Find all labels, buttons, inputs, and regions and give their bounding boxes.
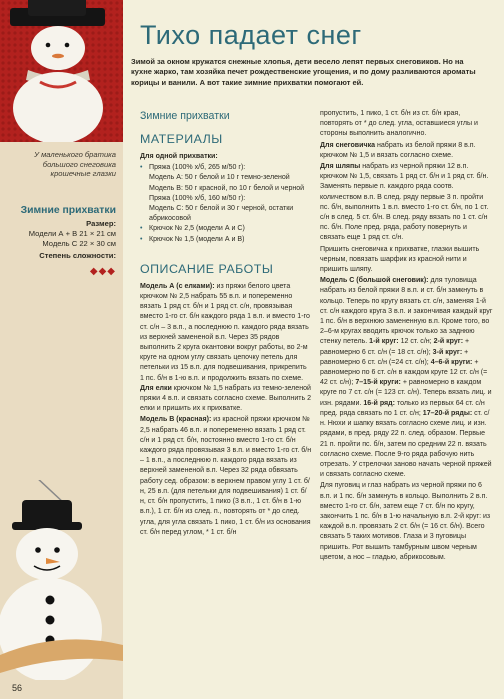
intro-paragraph: Зимой за окном кружатся снежные хлопья, дети весело лепят первых снеговиков. Но на кухне жарко, там хозяйка печет рождественские угощения, и по дому разливаются ароматы корицы и ванили. А вот такие зимние прихватки помогают ей. (131, 57, 476, 87)
hat-paragraph: Для шляпы набрать из черной пряжи 12 в.п. крючком № 1,5, связать 1 ряд ст. б/н и 1 ряд ст. б/н. Заменять первые п. каждого ряда соотв. количеством в.п. В след. ряду первые 3 п. пройти пс. б/н, выполнить 1 в.п. вместо 1-го ст. б/н, по 1 ст. с/н в след. 5 ст. б/н. В след. ряду вязать по 1 ст. с/н пс. б/н. Поле пред. ряда, работу повернуть и связать еще 1 ряд ст. с/н. (320, 163, 489, 242)
list-item: Модель В: 50 г красной, по 10 г белой и черной (149, 184, 305, 192)
page-title: Тихо падает снег (140, 20, 362, 50)
materials-heading: МАТЕРИАЛЫ (140, 132, 223, 146)
size-model-a-b: Модели А + В 21 × 21 см (28, 229, 116, 238)
list-item: Пряжа (100% х/б, 160 м/50 г): (149, 194, 246, 202)
snowman-potholder-photo (0, 0, 123, 142)
list-item: Модель С: 50 г белой и 30 г черной, остатки абрикосовой (149, 205, 294, 223)
buttons-paragraph: Для пуговиц и глаз набрать из черной пряжи по 6 в.п. и 1 пс. б/н замкнуть в кольцо. Выполнить 2 в.п. вместо 1-го ст. б/н, затем еще 7 ст. б/н по кругу, закончить 1 пс. б/н в 1-ю начальную в.п. 2-й круг: из каждой в.п. провязать 2 ст. б/н (= 16 ст. б/н). Всего связать 5 таких мотивов. Глаза и 3 пуговицы пришить. Рот вышить тамбурным швом черным цветом, а нос – гладью, абрикосовым. (320, 482, 491, 561)
attach-paragraph: Пришить снеговичка к прихватке, глазки вышить черным, повязать шарфик из красной нити и пришить шляпу. (320, 245, 480, 274)
materials-list (140, 163, 312, 245)
section-title: Зимние прихватки (140, 110, 230, 122)
page-number: 56 (12, 683, 23, 693)
right-column (320, 109, 493, 564)
model-b-continuation: пропустить, 1 пико, 1 ст. б/н из ст. б/н края, повторять от * до след. угла, оставшиеся углы и стороны выполнить аналогично. (320, 110, 478, 138)
large-snowman-photo (0, 480, 123, 680)
model-c-paragraph: Модель С (большой снеговик): для туловища набрать из белой пряжи 8 в.п. и ст. б/н замкнуть в кольцо. Теперь по кругу вязать ст. с/н, заменяя 1-й ст. с/н каждого круга 3 в.п. и закончивая каждый круг 1 пс. б/н в верхнюю замененную в.п. Кроме того, во 2–6-м кругах вводить крючок только за заднюю стенку петель. 1-й круг: 12 ст. с/н; 2-й круг: + равномерно 6 ст. с/н (= 18 ст. с/н); 3-й круг: + равномерно 6 ст. с/н (=24 ст. с/н); 4–6-й круги: + равномерно по 6 ст. с/н в каждом круге 12 ст. с/н (= 42 ст. с/н); 7–15-й круги: + равномерно в каждом круге по 7 ст. с/н (= 123 ст. с/н). Теперь вязать лиц. и изн. рядами. 16-й ряд: только из первых 64 ст. с/н пред. ряда связать по 1 ст. с/н; 17–20-й ряды: ст. с/н. Нюхи и шапку вязать согласно схеме лиц. и изн. рядами, в пред. ряду 22 п. след. образом. Первые 21 п. пройти пс. б/н, затем по средним 22 п. вязать согласно схеме. После 9-го ряда рабочую нить отрезать. У стрелочки заново начать черной пряжей и связать согласно схеме. (320, 277, 493, 479)
snowman-paragraph: Для снеговичка набрать из белой пряжи 8 в.п. крючком № 1,5 и вязать согласно схеме. (320, 141, 476, 159)
photo-caption: У маленького братика большого снеговика крошечные глазки (34, 150, 116, 178)
list-item: • Пряжа (100% х/б, 265 м/50 г): (140, 163, 312, 173)
difficulty-label: Степень сложности: (39, 251, 116, 260)
difficulty-diamonds-icon: ◆◆◆ (89, 266, 116, 277)
materials-intro: Для одной прихватки: (140, 153, 218, 160)
list-item: Модель А: 50 г белой и 10 г темно-зеленой (149, 174, 290, 182)
sidebar (0, 0, 123, 699)
model-b-paragraph: Модель В (красная): из красной пряжи крючком № 2,5 набрать 46 в.п. и попеременно вязать 1 ряд ст. с/н и 1 ряд ст. б/н, постоянно вместо 1-го ст. б/н каждого ряда провязывая 3 в.п. и вместо 1-го ст. б/н – 1 в.п., а последнюю п. каждого ряда вязать из верхней замененой в.п. Через 32 ряда обвязать работу сед. образом: в верхнем правом углу 1 ст. б/н, 25 в.п. (для петельки для подвешивания) 1 ст. б/н, ст. б/н пропустить, 1 пико (3 в.п., 1 ст. б/н в 1-ю в.п.), 1 ст. б/н из след. п., повторять от * до след. угла, для угла связать 1 пико, 1 ст. б/н из основания ст. б/н перед углом, * 1 ст. б/н (140, 416, 312, 536)
list-item: • Крючок № 2,5 (модели А и С) (140, 224, 312, 234)
left-column (140, 110, 312, 539)
sidebar-title: Зимние прихватки (20, 205, 116, 216)
size-label: Размер: (86, 219, 116, 228)
list-item: • Крючок № 1,5 (модели А и В) (140, 235, 312, 245)
description-heading: ОПИСАНИЕ РАБОТЫ (140, 261, 274, 276)
size-model-c: Модель С 22 × 30 см (42, 239, 116, 248)
model-a-paragraph: Модель А (с елками): из пряжи белого цвета крючком № 2,5 набрать 55 в.п. и попеременно вязать 1 ряд ст. б/н и 1 ряд ст. с/н, провязывая вместо 1-го ст. б/н каждого ряда 1 в.п. и вместо 1-го ст. с/н – 3 в.п., а последнюю п. каждого ряда вязать из верхней замененой в.п. Через 35 рядов выполнить 2 круга окантовки вокруг работы, во 2-м круге на одном углу связать цепочку петель для петельки из 15 в.п. для подвешивания, прикрепить 1 пс. б/н в 1-ю в.п. и продолжить вязать по схеме. Для елки крючком № 1,5 набрать из темно-зеленой пряжи 4 в.п. и связать согласно схеме. Выполнить 2 елки и пришить их к прихватке. (140, 282, 312, 413)
